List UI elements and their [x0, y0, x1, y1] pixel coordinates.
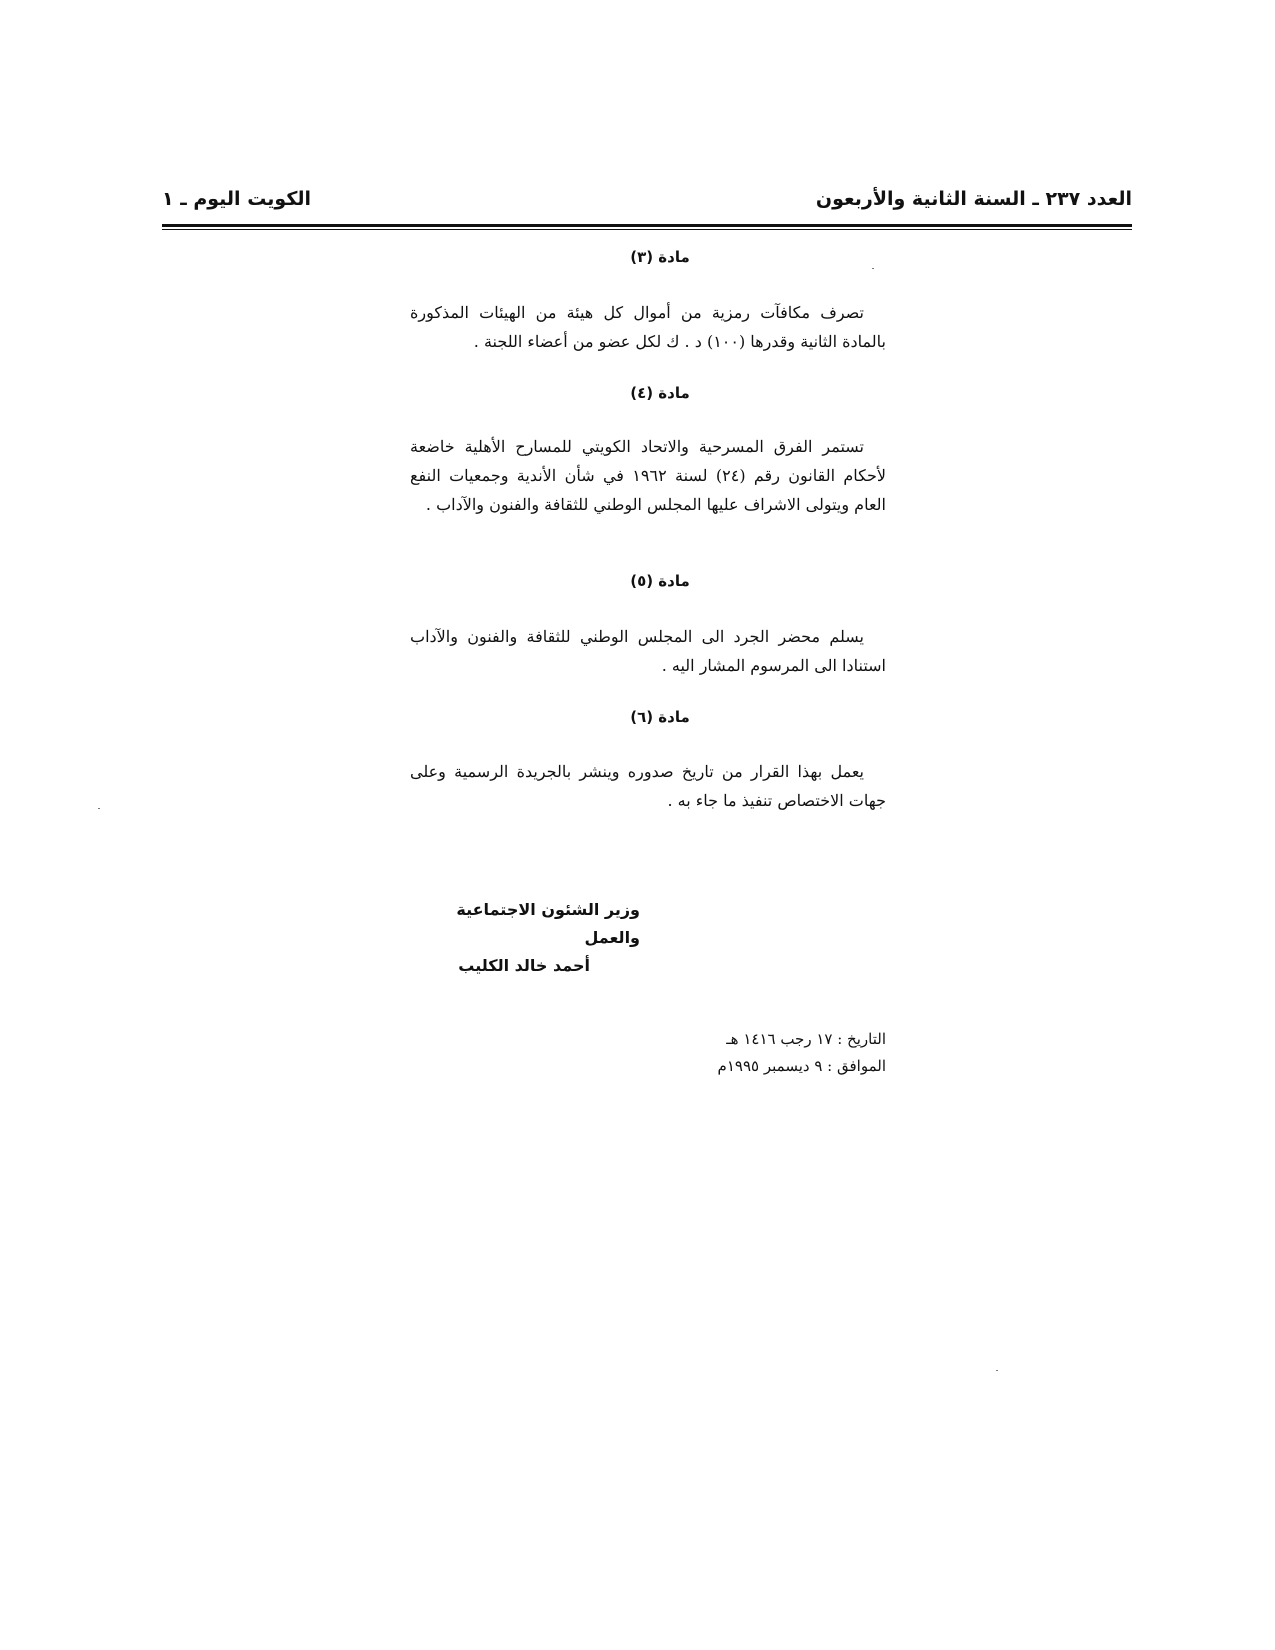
scan-speck — [996, 1370, 998, 1371]
header-rule — [162, 224, 1132, 227]
page-header — [162, 188, 1132, 218]
article-4-body: تستمر الفرق المسرحية والاتحاد الكويتي للمسارح الأهلية خاضعة لأحكام القانون رقم (٢٤) لسنة ١٩٦٢ في شأن الأندية وجمعيات النفع العام ويتولى الاشراف عليها المجلس الوطني للثقافة والفنون والآداب . — [410, 437, 887, 514]
publication-name: الكويت اليوم ـ ١ — [162, 188, 312, 210]
minister-name: أحمد خالد الكليب — [458, 956, 590, 975]
scan-speck — [872, 268, 874, 269]
scan-speck — [98, 808, 100, 809]
hijri-date: التاريخ : ١٧ رجب ١٤١٦ هـ — [726, 1030, 886, 1048]
article-3-heading: مادة (٣) — [630, 248, 690, 266]
issue-line: العدد ٢٣٧ ـ السنة الثانية والأربعون — [815, 188, 1132, 210]
header-rule-thin — [162, 229, 1132, 230]
signature-block — [400, 896, 640, 980]
minister-title: وزير الشئون الاجتماعية والعمل — [456, 900, 640, 947]
date-block — [660, 1026, 886, 1080]
gregorian-date: الموافق : ٩ ديسمبر ١٩٩٥م — [717, 1057, 886, 1075]
article-3-body: تصرف مكافآت رمزية من أموال كل هيئة من الهيئات المذكورة بالمادة الثانية وقدرها (١٠٠) د . ك لكل عضو من أعضاء اللجنة . — [410, 303, 886, 351]
article-5-heading: مادة (٥) — [630, 572, 690, 590]
article-4-heading: مادة (٤) — [630, 384, 690, 402]
article-6-heading: مادة (٦) — [630, 708, 690, 726]
article-6-body: يعمل بهذا القرار من تاريخ صدوره وينشر بالجريدة الرسمية وعلى جهات الاختصاص تنفيذ ما جاء به . — [410, 762, 886, 810]
article-5-body: يسلم محضر الجرد الى المجلس الوطني للثقافة والفنون والآداب استنادا الى المرسوم المشار اليه . — [410, 627, 886, 675]
